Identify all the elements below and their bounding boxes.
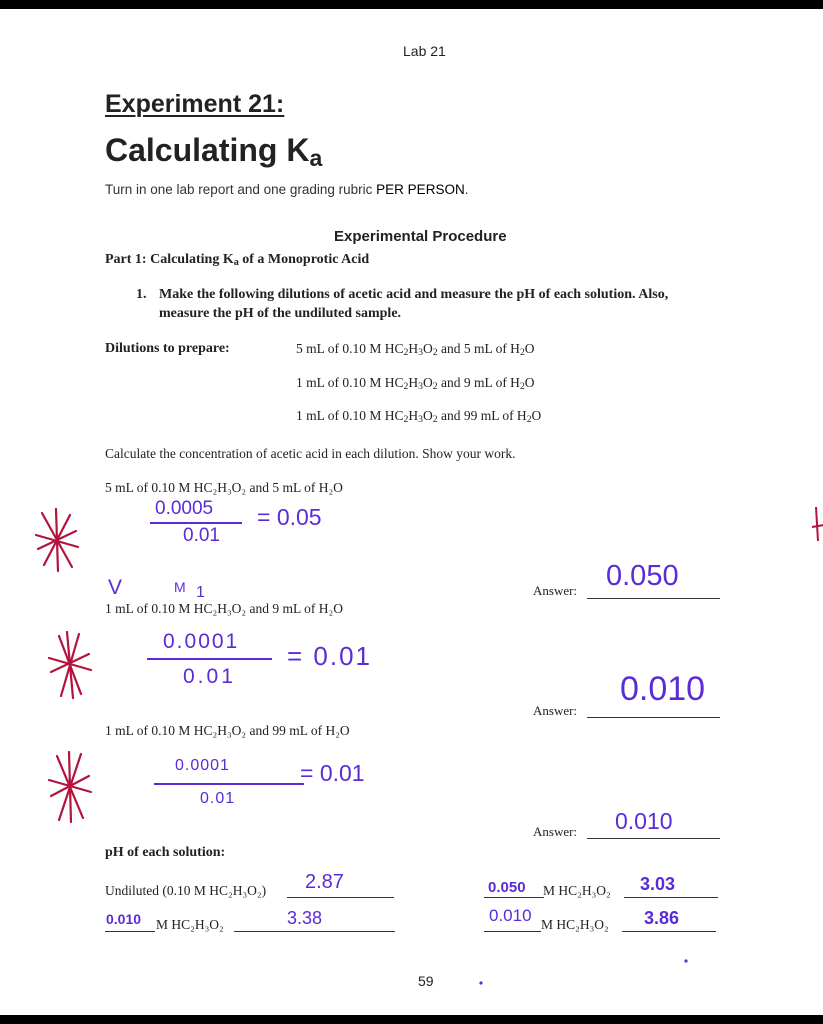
problem-1-fraction-bar	[150, 522, 242, 524]
ink-dot-icon	[478, 980, 484, 986]
problem-1-answer-line	[587, 598, 720, 599]
problem-2-answer-line	[587, 717, 720, 718]
problem-1-numerator: 0.0005	[155, 498, 214, 519]
dilution-text: O	[524, 341, 535, 356]
problem-2-answer-label: Answer:	[533, 703, 578, 718]
row2-right-conc: 0.010	[489, 906, 532, 925]
step-line-2: measure the pH of the undiluted sample.	[159, 306, 402, 321]
problem-3-denominator: 0.01	[200, 790, 236, 807]
problem-2-prompt	[105, 601, 343, 617]
procedure-heading: Experimental Procedure	[334, 228, 507, 245]
dilution-text: O	[422, 375, 433, 390]
row2-right-conc-line	[484, 931, 541, 932]
star-mark-icon	[45, 630, 95, 700]
problem-2-answer: 0.010	[620, 670, 706, 708]
undiluted-ph-value: 2.87	[305, 871, 344, 893]
part1-sub: a	[233, 257, 239, 269]
dilution-item	[296, 408, 541, 425]
dilution-text: 1 mL of 0.10 M HC	[296, 375, 404, 390]
row2-right-ph-value: 3.86	[644, 908, 680, 928]
subscript: 2	[403, 414, 409, 426]
problem-2-numerator: 0.0001	[163, 630, 240, 653]
problem-3-result: = 0.01	[300, 760, 365, 786]
part1-pre: Part 1: Calculating K	[105, 252, 234, 267]
dilution-text: H	[408, 375, 419, 390]
problem-3-answer-line	[587, 838, 720, 839]
problem-3-numerator: 0.0001	[175, 757, 230, 774]
row1-right-answer-line	[624, 897, 718, 898]
subscript: 2	[403, 381, 409, 393]
subscript: 3	[418, 347, 423, 359]
subscript: 2	[432, 414, 438, 426]
intro-bold: PER PERSON	[376, 182, 465, 197]
intro-instruction	[105, 182, 468, 197]
ph-heading: pH of each solution:	[105, 845, 226, 860]
subscript: 2	[519, 347, 525, 359]
problem-1-result: = 0.05	[257, 504, 322, 530]
page-title	[105, 132, 322, 172]
subscript: 3	[418, 414, 423, 426]
row1-right-conc-line	[484, 897, 544, 898]
dilution-item	[296, 341, 535, 358]
subscript: 2	[432, 347, 438, 359]
dilution-text: O	[524, 375, 535, 390]
problem-3-fraction-bar	[154, 783, 304, 785]
dilution-text: H	[408, 341, 419, 356]
annotation-1: 1	[196, 584, 205, 601]
ink-dot-icon	[683, 958, 689, 964]
undiluted-label: Undiluted (0.10 M HC₂H₃O₂)	[105, 883, 267, 898]
dilution-text: and 5 mL of H	[437, 341, 520, 356]
part1-heading	[105, 252, 369, 268]
intro-text: Turn in one lab report and one grading rubric	[105, 182, 377, 197]
row2-left-ph-value: 3.38	[287, 908, 323, 928]
dilution-text: and 99 mL of H	[437, 408, 527, 423]
problem-3-prompt: 1 mL of 0.10 M HC₂H₃O₂ and 99 mL of H₂O	[105, 723, 350, 738]
problem-2-result: = 0.01	[287, 641, 373, 671]
row2-left-answer-line	[234, 931, 395, 932]
annotation-v: V	[108, 576, 123, 599]
part1-post: of a Monoprotic Acid	[238, 252, 370, 267]
problem-2-fraction-bar	[147, 658, 272, 660]
edge-ink-mark-icon	[812, 505, 823, 545]
prompt-text: mL	[115, 601, 134, 616]
subscript: 3	[418, 381, 423, 393]
calc-instruction: Calculate the concentration of acetic acid in each dilution. Show your work.	[105, 446, 516, 461]
row2-left-label: M HC₂H₃O₂	[156, 917, 224, 932]
subscript: 2	[432, 381, 438, 393]
star-mark-icon	[45, 750, 95, 824]
dilution-text: O	[422, 408, 433, 423]
row2-right-label: M HC₂H₃O₂	[541, 917, 609, 932]
title-text: Calculating K	[105, 132, 310, 168]
prompt-text: of 0.10	[133, 601, 179, 616]
dilution-item	[296, 375, 535, 392]
problem-1-prompt: 5 mL of 0.10 M HC₂H₃O₂ and 5 mL of H₂O	[105, 480, 343, 495]
lab-header: Lab 21	[403, 43, 446, 59]
screen-border-bottom	[0, 1015, 823, 1024]
subscript: 2	[403, 347, 409, 359]
experiment-number: Experiment 21:	[105, 90, 285, 118]
screen-border-top	[0, 0, 823, 9]
title-subscript: a	[309, 145, 323, 172]
problem-3-answer-label: Answer:	[533, 824, 578, 839]
prompt-text: M	[178, 601, 191, 616]
row1-right-label: M HC₂H₃O₂	[543, 883, 611, 898]
problem-3-answer: 0.010	[615, 808, 673, 834]
row2-right-answer-line	[622, 931, 716, 932]
page-number: 59	[418, 973, 434, 989]
problem-1-answer-label: Answer:	[533, 583, 578, 598]
annotation-m: M	[174, 579, 186, 595]
prompt-text: HC₂H₃O₂ and 9 mL of H₂O	[190, 601, 343, 616]
problem-2-denominator: 0.01	[183, 665, 236, 688]
intro-end: .	[464, 182, 469, 197]
prompt-text: 1	[105, 601, 116, 616]
step-line-1: Make the following dilutions of acetic acid and measure the pH of each solution. Also,	[159, 287, 669, 302]
dilutions-label: Dilutions to prepare:	[105, 341, 230, 356]
dilution-text: O	[422, 341, 433, 356]
dilution-text: 1 mL of 0.10 M HC	[296, 408, 404, 423]
problem-1-denominator: 0.01	[183, 525, 220, 546]
star-mark-icon	[32, 505, 82, 575]
subscript: 2	[526, 414, 532, 426]
step-number: 1.	[136, 287, 147, 302]
row2-left-conc: 0.010	[106, 911, 142, 927]
undiluted-answer-line	[287, 897, 394, 898]
row1-right-conc: 0.050	[488, 879, 526, 896]
subscript: 2	[519, 381, 525, 393]
dilution-text: and 9 mL of H	[437, 375, 520, 390]
dilution-text: 5 mL of 0.10 M HC	[296, 341, 404, 356]
problem-1-answer: 0.050	[606, 560, 679, 592]
row1-right-ph-value: 3.03	[640, 874, 676, 894]
row2-left-conc-line	[105, 931, 155, 932]
dilution-text: O	[531, 408, 542, 423]
dilution-text: H	[408, 408, 419, 423]
